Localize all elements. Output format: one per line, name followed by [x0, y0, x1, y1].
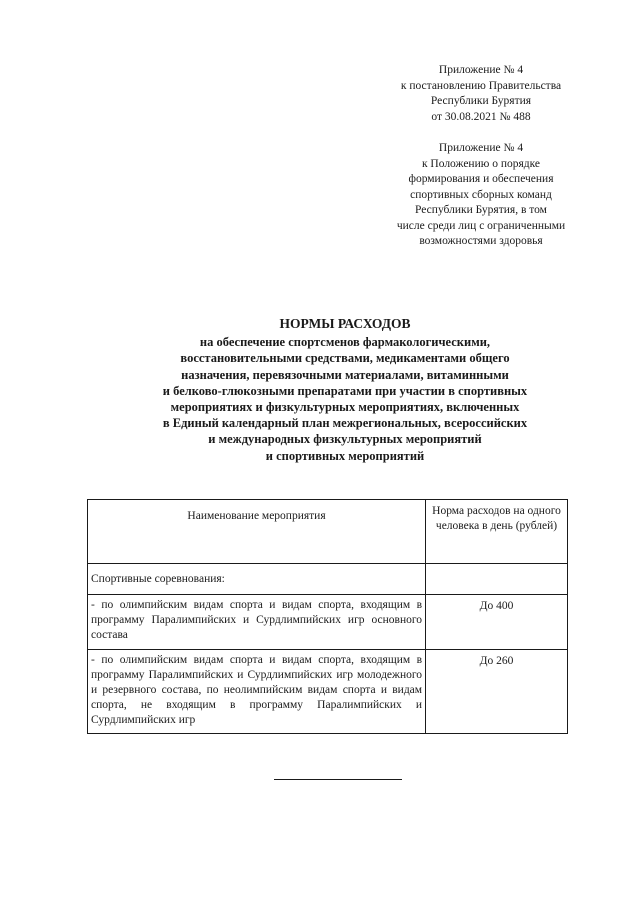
- row-value: До 400: [426, 595, 568, 650]
- table-row: [88, 564, 568, 595]
- title-line: назначения, перевязочными материалами, витаминными: [181, 367, 509, 382]
- norms-table: [87, 499, 568, 734]
- appendix-regulation-note: [372, 141, 590, 250]
- row-value: [426, 564, 568, 595]
- appendix-line: спортивных сборных команд: [410, 188, 552, 201]
- table-header-row: [88, 500, 568, 564]
- title-main: НОРМЫ РАСХОДОВ: [279, 316, 411, 331]
- table-row: [88, 650, 568, 734]
- header-event-name: Наименование мероприятия: [88, 500, 426, 564]
- title-line: в Единый календарный план межрегиональных, всероссийских: [162, 416, 528, 431]
- title-line: и белково-глюкозными препаратами при участии в спортивных: [162, 383, 528, 398]
- appendix-line: к Положению о порядке: [421, 157, 541, 170]
- appendix-line: от 30.08.2021 № 488: [431, 110, 531, 123]
- appendix-line: Приложение № 4: [438, 142, 524, 154]
- appendix-line: к постановлению Правительства: [400, 79, 562, 92]
- row-name: - по олимпийским видам спорта и видам спорта, входящим в программу Паралимпийских и Сурдлимпийских игр молодежного и резервного состава, по неолимпийским видам спорта и видам спорта, не входящим в программу Паралимпийских и Сурдлимпийских игр: [88, 650, 426, 734]
- title-line: восстановительными средствами, медикаментами общего: [180, 351, 510, 366]
- appendix-line: Республики Бурятия, в том: [415, 204, 547, 216]
- row-value: До 260: [426, 650, 568, 734]
- row-name: Спортивные соревнования:: [88, 564, 426, 595]
- title-line: на обеспечение спортсменов фармакологическими,: [199, 335, 491, 350]
- header-norm: Норма расходов на одного человека в день (рублей): [426, 500, 568, 564]
- appendix-line: Республики Бурятия: [430, 95, 532, 107]
- title-line: мероприятиях и физкультурных мероприятиях, включенных: [170, 400, 520, 415]
- appendix-line: числе среди лиц с ограниченными: [396, 219, 566, 232]
- appendix-line: формирования и обеспечения: [408, 173, 554, 185]
- title-line: и международных физкультурных мероприятий: [208, 432, 482, 447]
- footer-rule: [274, 779, 402, 780]
- table-row: [88, 595, 568, 650]
- appendix-line: возможностями здоровья: [419, 235, 543, 247]
- title-line: и спортивных мероприятий: [265, 448, 425, 463]
- document-title: [60, 316, 630, 464]
- appendix-resolution-note: [372, 63, 590, 125]
- appendix-line: Приложение № 4: [438, 64, 524, 76]
- row-name: - по олимпийским видам спорта и видам спорта, входящим в программу Паралимпийских и Сурдлимпийских игр основного состава: [88, 595, 426, 650]
